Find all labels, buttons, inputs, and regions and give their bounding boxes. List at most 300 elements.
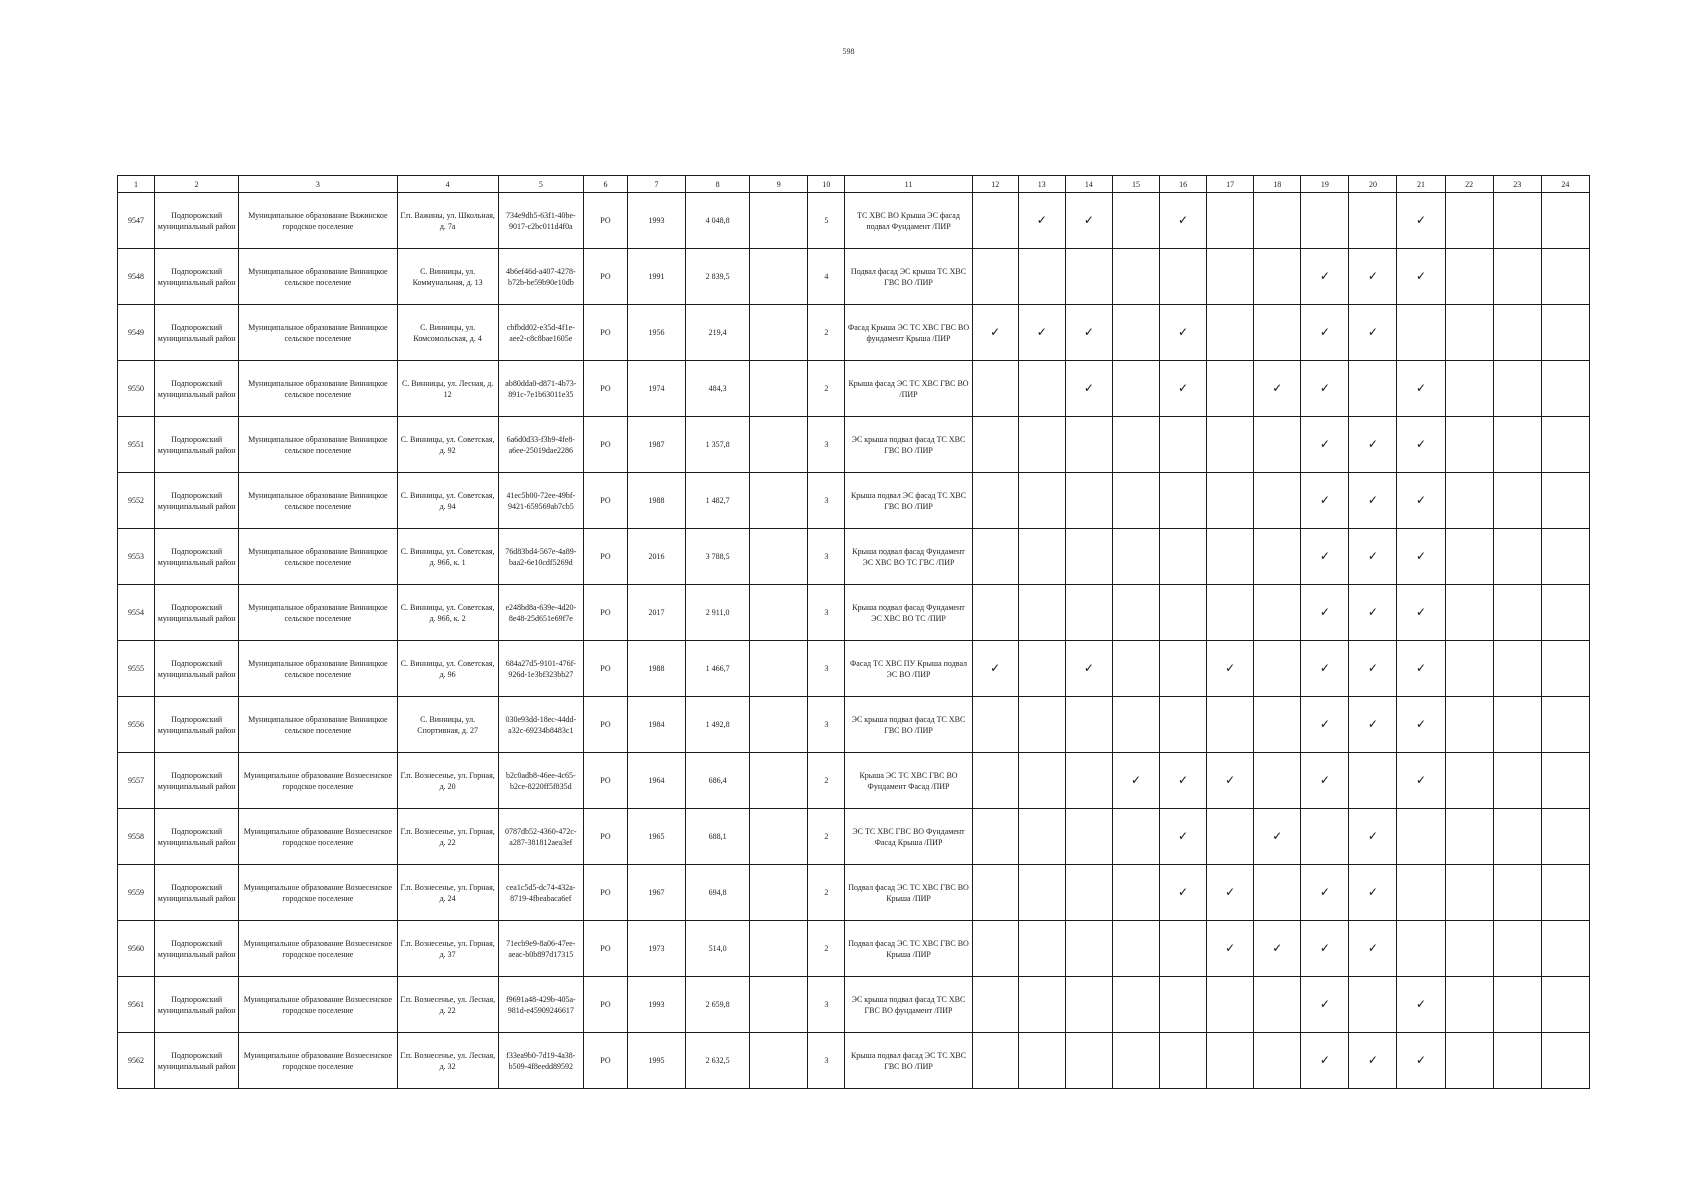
table-cell-col7: 1967 bbox=[627, 865, 685, 921]
table-cell-col9 bbox=[750, 249, 808, 305]
table-cell-col15 bbox=[1112, 1033, 1159, 1089]
table-cell-col22 bbox=[1445, 697, 1493, 753]
table-cell-col1: 9549 bbox=[118, 305, 155, 361]
table-cell-col5: 734e9db5-63f1-40be-9017-c2bc011d4f0a bbox=[498, 193, 583, 249]
table-cell-col5: 41ec5b00-72ee-49bf-9421-659569ab7cb5 bbox=[498, 473, 583, 529]
table-row bbox=[118, 193, 1590, 249]
table-cell-col17 bbox=[1207, 809, 1254, 865]
table-cell-col23 bbox=[1493, 305, 1541, 361]
table-cell-col16 bbox=[1160, 361, 1207, 417]
table-cell-col5: f33ea9b0-7d19-4a38-b509-4f8eedd89592 bbox=[498, 1033, 583, 1089]
table-cell-col14 bbox=[1065, 305, 1112, 361]
table-body bbox=[118, 193, 1590, 1089]
checkmark-icon: ✓ bbox=[1416, 604, 1427, 619]
table-cell-col5: 030e93dd-18ec-44dd-a32c-69234b8483c1 bbox=[498, 697, 583, 753]
table-cell-col9 bbox=[750, 361, 808, 417]
table-cell-col16 bbox=[1160, 809, 1207, 865]
table-cell-col7: 1995 bbox=[627, 1033, 685, 1089]
table-cell-col6: РО bbox=[583, 193, 627, 249]
table-cell-col1: 9550 bbox=[118, 361, 155, 417]
table-cell-col6: РО bbox=[583, 977, 627, 1033]
column-header-15: 15 bbox=[1112, 176, 1159, 193]
table-cell-col10: 2 bbox=[808, 865, 845, 921]
table-cell-col20 bbox=[1349, 697, 1397, 753]
checkmark-icon: ✓ bbox=[1083, 380, 1094, 395]
checkmark-icon: ✓ bbox=[1367, 604, 1378, 619]
column-header-4: 4 bbox=[397, 176, 498, 193]
checkmark-icon: ✓ bbox=[1319, 324, 1330, 339]
table-cell-col21 bbox=[1397, 361, 1445, 417]
table-cell-col14 bbox=[1065, 865, 1112, 921]
table-cell-col19 bbox=[1301, 473, 1349, 529]
table-row bbox=[118, 1033, 1590, 1089]
table-cell-col21 bbox=[1397, 529, 1445, 585]
table-row bbox=[118, 361, 1590, 417]
checkmark-icon: ✓ bbox=[1036, 324, 1047, 339]
table-cell-col24 bbox=[1541, 361, 1589, 417]
table-row bbox=[118, 529, 1590, 585]
table-cell-col6: РО bbox=[583, 753, 627, 809]
column-header-5: 5 bbox=[498, 176, 583, 193]
table-cell-col5: 0787db52-4360-472c-a287-381812aea3ef bbox=[498, 809, 583, 865]
table-cell-col17 bbox=[1207, 473, 1254, 529]
checkmark-icon: ✓ bbox=[1036, 212, 1047, 227]
table-cell-col8: 686,4 bbox=[686, 753, 750, 809]
table-cell-col2: Подпорожский муниципальный район bbox=[155, 249, 239, 305]
table-cell-col14 bbox=[1065, 193, 1112, 249]
table-cell-col17 bbox=[1207, 977, 1254, 1033]
table-cell-col16 bbox=[1160, 921, 1207, 977]
table-cell-col13 bbox=[1018, 977, 1065, 1033]
table-cell-col19 bbox=[1301, 361, 1349, 417]
table-cell-col6: РО bbox=[583, 697, 627, 753]
table-row bbox=[118, 585, 1590, 641]
table-cell-col1: 9556 bbox=[118, 697, 155, 753]
table-cell-col14 bbox=[1065, 753, 1112, 809]
table-cell-col4: Г.п. Важины, ул. Школьная, д. 7а bbox=[397, 193, 498, 249]
table-cell-col21 bbox=[1397, 809, 1445, 865]
checkmark-icon: ✓ bbox=[1416, 996, 1427, 1011]
table-cell-col2: Подпорожский муниципальный район bbox=[155, 921, 239, 977]
table-cell-col2: Подпорожский муниципальный район bbox=[155, 305, 239, 361]
table-cell-col5: e248bd8a-639e-4d20-8e48-25d651e69f7e bbox=[498, 585, 583, 641]
table-row bbox=[118, 641, 1590, 697]
table-cell-col6: РО bbox=[583, 361, 627, 417]
table-cell-col2: Подпорожский муниципальный район bbox=[155, 529, 239, 585]
table-row bbox=[118, 753, 1590, 809]
table-cell-col1: 9558 bbox=[118, 809, 155, 865]
table-cell-col2: Подпорожский муниципальный район bbox=[155, 361, 239, 417]
checkmark-icon: ✓ bbox=[1416, 772, 1427, 787]
table-cell-col3: Муниципальное образование Важинское городское поселение bbox=[239, 193, 397, 249]
table-row bbox=[118, 865, 1590, 921]
table-cell-col17 bbox=[1207, 697, 1254, 753]
checkmark-icon: ✓ bbox=[1225, 884, 1236, 899]
table-cell-col7: 1988 bbox=[627, 641, 685, 697]
table-cell-col1: 9547 bbox=[118, 193, 155, 249]
table-cell-col19 bbox=[1301, 641, 1349, 697]
table-cell-col10: 3 bbox=[808, 697, 845, 753]
table-cell-col8: 694,8 bbox=[686, 865, 750, 921]
checkmark-icon: ✓ bbox=[1416, 1052, 1427, 1067]
table-cell-col15 bbox=[1112, 809, 1159, 865]
table-cell-col15 bbox=[1112, 249, 1159, 305]
table-cell-col22 bbox=[1445, 921, 1493, 977]
table-cell-col15 bbox=[1112, 641, 1159, 697]
table-cell-col16 bbox=[1160, 193, 1207, 249]
table-cell-col20 bbox=[1349, 641, 1397, 697]
checkmark-icon: ✓ bbox=[990, 324, 1001, 339]
table-cell-col15 bbox=[1112, 977, 1159, 1033]
table-cell-col7: 1974 bbox=[627, 361, 685, 417]
table-header bbox=[118, 176, 1590, 193]
table-cell-col13 bbox=[1018, 249, 1065, 305]
table-cell-col10: 4 bbox=[808, 249, 845, 305]
table-cell-col23 bbox=[1493, 753, 1541, 809]
table-cell-col24 bbox=[1541, 865, 1589, 921]
table-cell-col9 bbox=[750, 305, 808, 361]
table-cell-col24 bbox=[1541, 1033, 1589, 1089]
table-cell-col8: 1 482,7 bbox=[686, 473, 750, 529]
table-cell-col14 bbox=[1065, 977, 1112, 1033]
table-cell-col9 bbox=[750, 1033, 808, 1089]
table-cell-col16 bbox=[1160, 641, 1207, 697]
table-cell-col11: Крыша подвал ЭС фасад ТС ХВС ГВС ВО /ПИР bbox=[845, 473, 972, 529]
table-cell-col12 bbox=[972, 641, 1018, 697]
table-cell-col18 bbox=[1254, 193, 1301, 249]
checkmark-icon: ✓ bbox=[1178, 772, 1189, 787]
table-cell-col20 bbox=[1349, 921, 1397, 977]
table-cell-col9 bbox=[750, 921, 808, 977]
table-cell-col22 bbox=[1445, 529, 1493, 585]
table-cell-col14 bbox=[1065, 585, 1112, 641]
table-cell-col13 bbox=[1018, 809, 1065, 865]
table-cell-col6: РО bbox=[583, 585, 627, 641]
table-cell-col8: 2 839,5 bbox=[686, 249, 750, 305]
table-cell-col12 bbox=[972, 473, 1018, 529]
table-cell-col18 bbox=[1254, 977, 1301, 1033]
column-number-row bbox=[118, 176, 1590, 193]
housing-registry-table bbox=[117, 175, 1590, 1089]
table-cell-col9 bbox=[750, 529, 808, 585]
table-cell-col10: 3 bbox=[808, 977, 845, 1033]
table-cell-col18 bbox=[1254, 865, 1301, 921]
table-cell-col3: Муниципальное образование Винницкое сельское поселение bbox=[239, 361, 397, 417]
table-cell-col12 bbox=[972, 305, 1018, 361]
column-header-21: 21 bbox=[1397, 176, 1445, 193]
table-cell-col4: С. Винницы, ул. Советская, д. 94 bbox=[397, 473, 498, 529]
checkmark-icon: ✓ bbox=[1178, 212, 1189, 227]
table-cell-col23 bbox=[1493, 249, 1541, 305]
table-cell-col20 bbox=[1349, 977, 1397, 1033]
table-cell-col20 bbox=[1349, 473, 1397, 529]
table-row bbox=[118, 809, 1590, 865]
table-cell-col11: ЭС крыша подвал фасад ТС ХВС ГВС ВО /ПИР bbox=[845, 417, 972, 473]
table-cell-col8: 4 048,8 bbox=[686, 193, 750, 249]
table-cell-col14 bbox=[1065, 921, 1112, 977]
checkmark-icon: ✓ bbox=[1367, 828, 1378, 843]
table-cell-col1: 9561 bbox=[118, 977, 155, 1033]
table-cell-col18 bbox=[1254, 361, 1301, 417]
column-header-11: 11 bbox=[845, 176, 972, 193]
checkmark-icon: ✓ bbox=[1367, 324, 1378, 339]
table-cell-col8: 1 492,8 bbox=[686, 697, 750, 753]
checkmark-icon: ✓ bbox=[1416, 660, 1427, 675]
table-cell-col12 bbox=[972, 249, 1018, 305]
table-cell-col10: 3 bbox=[808, 417, 845, 473]
table-cell-col17 bbox=[1207, 1033, 1254, 1089]
table-cell-col22 bbox=[1445, 305, 1493, 361]
column-header-8: 8 bbox=[686, 176, 750, 193]
table-cell-col7: 1993 bbox=[627, 977, 685, 1033]
table-cell-col22 bbox=[1445, 417, 1493, 473]
table-cell-col4: С. Винницы, ул. Советская, д. 96б, к. 1 bbox=[397, 529, 498, 585]
table-cell-col5: 76d83bd4-567e-4a89-baa2-6e10cdf5269d bbox=[498, 529, 583, 585]
checkmark-icon: ✓ bbox=[1178, 828, 1189, 843]
table-cell-col3: Муниципальное образование Винницкое сельское поселение bbox=[239, 529, 397, 585]
table-cell-col23 bbox=[1493, 361, 1541, 417]
checkmark-icon: ✓ bbox=[1319, 884, 1330, 899]
table-cell-col11: Крыша подвал фасад Фундамент ЭС ХВС ВО ТС /ПИР bbox=[845, 585, 972, 641]
checkmark-icon: ✓ bbox=[1367, 716, 1378, 731]
checkmark-icon: ✓ bbox=[1416, 716, 1427, 731]
table-cell-col21 bbox=[1397, 865, 1445, 921]
table-cell-col13 bbox=[1018, 865, 1065, 921]
table-cell-col11: Подвал фасад ЭС ТС ХВС ГВС ВО Крыша /ПИР bbox=[845, 865, 972, 921]
table-cell-col16 bbox=[1160, 1033, 1207, 1089]
table-cell-col22 bbox=[1445, 641, 1493, 697]
table-cell-col1: 9548 bbox=[118, 249, 155, 305]
table-cell-col19 bbox=[1301, 865, 1349, 921]
table-cell-col5: 71ecb9e9-8a06-47ee-aeac-b0b897d17315 bbox=[498, 921, 583, 977]
table-cell-col9 bbox=[750, 193, 808, 249]
table-cell-col7: 1965 bbox=[627, 809, 685, 865]
table-cell-col5: cbfbdd02-e35d-4f1e-aee2-c8c8bae1605e bbox=[498, 305, 583, 361]
table-cell-col19 bbox=[1301, 1033, 1349, 1089]
checkmark-icon: ✓ bbox=[1225, 772, 1236, 787]
table-cell-col22 bbox=[1445, 977, 1493, 1033]
table-cell-col13 bbox=[1018, 529, 1065, 585]
table-cell-col4: Г.п. Вознесенье, ул. Горная, д. 24 bbox=[397, 865, 498, 921]
table-cell-col24 bbox=[1541, 585, 1589, 641]
table-cell-col20 bbox=[1349, 249, 1397, 305]
table-cell-col12 bbox=[972, 417, 1018, 473]
table-cell-col7: 1984 bbox=[627, 697, 685, 753]
table-cell-col24 bbox=[1541, 305, 1589, 361]
table-cell-col24 bbox=[1541, 641, 1589, 697]
table-cell-col5: 4b6ef46d-a407-4278-b72b-be59b90e10db bbox=[498, 249, 583, 305]
table-cell-col1: 9552 bbox=[118, 473, 155, 529]
table-cell-col24 bbox=[1541, 473, 1589, 529]
table-cell-col14 bbox=[1065, 809, 1112, 865]
checkmark-icon: ✓ bbox=[1416, 380, 1427, 395]
table-cell-col4: Г.п. Вознесенье, ул. Лесная, д. 22 bbox=[397, 977, 498, 1033]
table-cell-col9 bbox=[750, 697, 808, 753]
table-cell-col9 bbox=[750, 977, 808, 1033]
table-cell-col16 bbox=[1160, 753, 1207, 809]
table-cell-col20 bbox=[1349, 193, 1397, 249]
table-cell-col18 bbox=[1254, 921, 1301, 977]
checkmark-icon: ✓ bbox=[1083, 660, 1094, 675]
column-header-22: 22 bbox=[1445, 176, 1493, 193]
table-cell-col23 bbox=[1493, 865, 1541, 921]
table-cell-col2: Подпорожский муниципальный район bbox=[155, 641, 239, 697]
table-cell-col9 bbox=[750, 585, 808, 641]
table-cell-col24 bbox=[1541, 417, 1589, 473]
table-cell-col13 bbox=[1018, 473, 1065, 529]
table-cell-col17 bbox=[1207, 361, 1254, 417]
table-cell-col5: f9691a48-429b-405a-981d-e45909246617 bbox=[498, 977, 583, 1033]
table-cell-col21 bbox=[1397, 249, 1445, 305]
table-cell-col1: 9551 bbox=[118, 417, 155, 473]
table-cell-col17 bbox=[1207, 193, 1254, 249]
table-cell-col7: 1956 bbox=[627, 305, 685, 361]
table-cell-col18 bbox=[1254, 1033, 1301, 1089]
table-cell-col17 bbox=[1207, 921, 1254, 977]
table-cell-col9 bbox=[750, 809, 808, 865]
table-cell-col14 bbox=[1065, 529, 1112, 585]
table-cell-col7: 1991 bbox=[627, 249, 685, 305]
table-cell-col22 bbox=[1445, 1033, 1493, 1089]
table-cell-col3: Муниципальное образование Вознесенское городское поселение bbox=[239, 865, 397, 921]
table-row bbox=[118, 977, 1590, 1033]
checkmark-icon: ✓ bbox=[1367, 548, 1378, 563]
table-cell-col17 bbox=[1207, 753, 1254, 809]
table-cell-col13 bbox=[1018, 753, 1065, 809]
table-cell-col2: Подпорожский муниципальный район bbox=[155, 417, 239, 473]
table-cell-col8: 2 911,0 bbox=[686, 585, 750, 641]
table-cell-col21 bbox=[1397, 753, 1445, 809]
table-cell-col24 bbox=[1541, 977, 1589, 1033]
table-row bbox=[118, 921, 1590, 977]
column-header-20: 20 bbox=[1349, 176, 1397, 193]
table-cell-col11: Крыша подвал фасад ЭС ТС ХВС ГВС ВО /ПИР bbox=[845, 1033, 972, 1089]
table-cell-col14 bbox=[1065, 417, 1112, 473]
table-cell-col2: Подпорожский муниципальный район bbox=[155, 697, 239, 753]
table-cell-col8: 2 632,5 bbox=[686, 1033, 750, 1089]
table-cell-col23 bbox=[1493, 921, 1541, 977]
checkmark-icon: ✓ bbox=[1319, 772, 1330, 787]
checkmark-icon: ✓ bbox=[1225, 660, 1236, 675]
table-cell-col3: Муниципальное образование Винницкое сельское поселение bbox=[239, 641, 397, 697]
table-cell-col13 bbox=[1018, 417, 1065, 473]
checkmark-icon: ✓ bbox=[1178, 884, 1189, 899]
table-cell-col5: ab80dda0-d871-4b73-891c-7e1b63011e35 bbox=[498, 361, 583, 417]
table-cell-col2: Подпорожский муниципальный район bbox=[155, 473, 239, 529]
table-cell-col12 bbox=[972, 529, 1018, 585]
table-cell-col7: 1964 bbox=[627, 753, 685, 809]
table-cell-col3: Муниципальное образование Вознесенское городское поселение bbox=[239, 921, 397, 977]
table-cell-col18 bbox=[1254, 697, 1301, 753]
table-cell-col16 bbox=[1160, 473, 1207, 529]
table-cell-col9 bbox=[750, 865, 808, 921]
table-cell-col6: РО bbox=[583, 249, 627, 305]
table-cell-col21 bbox=[1397, 417, 1445, 473]
checkmark-icon: ✓ bbox=[1416, 548, 1427, 563]
table-cell-col11: ТС ХВС ВО Крыша ЭС фасад подвал Фундамент /ПИР bbox=[845, 193, 972, 249]
table-cell-col7: 1993 bbox=[627, 193, 685, 249]
table-cell-col16 bbox=[1160, 529, 1207, 585]
table-cell-col19 bbox=[1301, 417, 1349, 473]
table-cell-col15 bbox=[1112, 361, 1159, 417]
table-cell-col5: 684a27d5-9101-476f-926d-1e3bf323bb27 bbox=[498, 641, 583, 697]
table-cell-col17 bbox=[1207, 249, 1254, 305]
table-cell-col7: 2016 bbox=[627, 529, 685, 585]
table-cell-col9 bbox=[750, 473, 808, 529]
table-cell-col4: Г.п. Вознесенье, ул. Лесная, д. 32 bbox=[397, 1033, 498, 1089]
table-cell-col13 bbox=[1018, 1033, 1065, 1089]
table-cell-col12 bbox=[972, 361, 1018, 417]
table-cell-col24 bbox=[1541, 921, 1589, 977]
table-cell-col24 bbox=[1541, 529, 1589, 585]
table-cell-col20 bbox=[1349, 305, 1397, 361]
table-cell-col23 bbox=[1493, 1033, 1541, 1089]
table-cell-col1: 9559 bbox=[118, 865, 155, 921]
table-cell-col7: 1987 bbox=[627, 417, 685, 473]
table-cell-col24 bbox=[1541, 697, 1589, 753]
table-cell-col8: 219,4 bbox=[686, 305, 750, 361]
table-cell-col22 bbox=[1445, 753, 1493, 809]
table-row bbox=[118, 249, 1590, 305]
table-cell-col19 bbox=[1301, 921, 1349, 977]
column-header-9: 9 bbox=[750, 176, 808, 193]
table-cell-col13 bbox=[1018, 641, 1065, 697]
table-cell-col19 bbox=[1301, 977, 1349, 1033]
table-cell-col19 bbox=[1301, 305, 1349, 361]
table-cell-col24 bbox=[1541, 249, 1589, 305]
table-cell-col22 bbox=[1445, 809, 1493, 865]
table-cell-col9 bbox=[750, 417, 808, 473]
table-cell-col23 bbox=[1493, 417, 1541, 473]
table-cell-col23 bbox=[1493, 809, 1541, 865]
table-cell-col15 bbox=[1112, 193, 1159, 249]
table-cell-col12 bbox=[972, 193, 1018, 249]
checkmark-icon: ✓ bbox=[1178, 380, 1189, 395]
table-cell-col5: b2c0adb8-46ee-4c65-b2ce-8220ff5f835d bbox=[498, 753, 583, 809]
table-cell-col20 bbox=[1349, 417, 1397, 473]
checkmark-icon: ✓ bbox=[1367, 884, 1378, 899]
column-header-10: 10 bbox=[808, 176, 845, 193]
table-cell-col21 bbox=[1397, 697, 1445, 753]
table-cell-col6: РО bbox=[583, 1033, 627, 1089]
table-cell-col4: Г.п. Вознесенье, ул. Горная, д. 22 bbox=[397, 809, 498, 865]
table-cell-col21 bbox=[1397, 921, 1445, 977]
table-cell-col18 bbox=[1254, 753, 1301, 809]
table-cell-col18 bbox=[1254, 529, 1301, 585]
table-cell-col6: РО bbox=[583, 809, 627, 865]
table-cell-col3: Муниципальное образование Винницкое сельское поселение bbox=[239, 249, 397, 305]
column-header-14: 14 bbox=[1065, 176, 1112, 193]
table-cell-col3: Муниципальное образование Винницкое сельское поселение bbox=[239, 305, 397, 361]
table-cell-col5: cea1c5d5-dc74-432a-8719-4fbeabaca6ef bbox=[498, 865, 583, 921]
table-cell-col1: 9555 bbox=[118, 641, 155, 697]
table-cell-col20 bbox=[1349, 1033, 1397, 1089]
table-cell-col18 bbox=[1254, 585, 1301, 641]
checkmark-icon: ✓ bbox=[1319, 604, 1330, 619]
table-row bbox=[118, 417, 1590, 473]
checkmark-icon: ✓ bbox=[1319, 996, 1330, 1011]
checkmark-icon: ✓ bbox=[1178, 324, 1189, 339]
table-cell-col4: Г.п. Вознесенье, ул. Горная, д. 37 bbox=[397, 921, 498, 977]
table-cell-col2: Подпорожский муниципальный район bbox=[155, 753, 239, 809]
table-cell-col15 bbox=[1112, 753, 1159, 809]
table-cell-col19 bbox=[1301, 249, 1349, 305]
table-cell-col24 bbox=[1541, 809, 1589, 865]
table-cell-col11: ЭС ТС ХВС ГВС ВО Фундамент Фасад Крыша /ПИР bbox=[845, 809, 972, 865]
table-cell-col18 bbox=[1254, 417, 1301, 473]
table-cell-col10: 3 bbox=[808, 1033, 845, 1089]
table-cell-col17 bbox=[1207, 305, 1254, 361]
